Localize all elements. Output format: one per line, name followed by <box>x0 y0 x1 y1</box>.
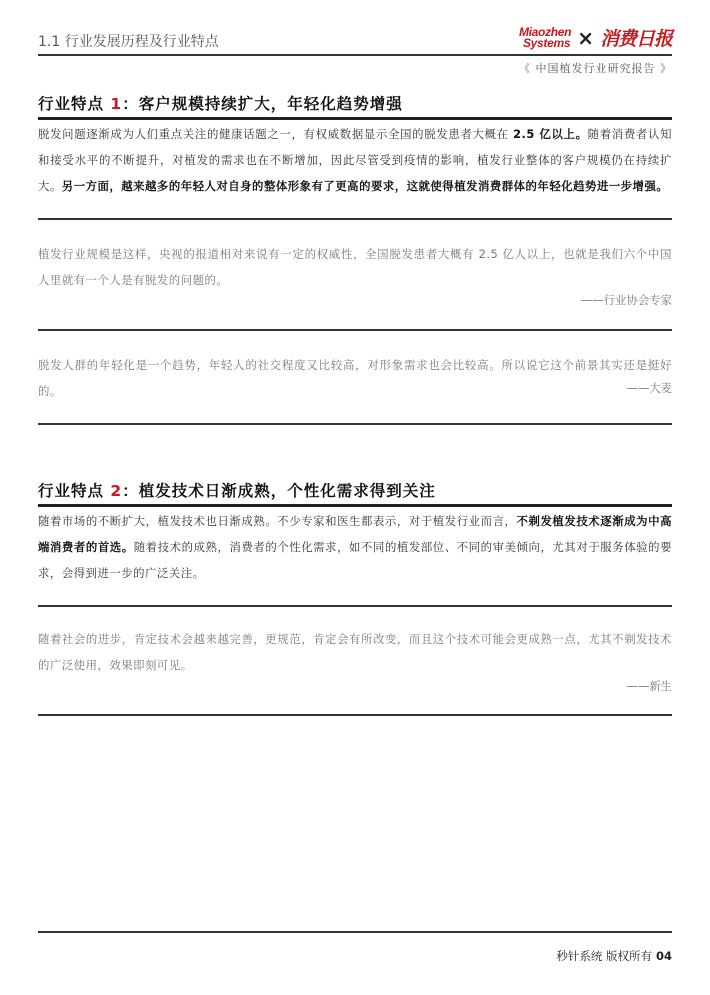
feature2-para-a: 随着市场的不断扩大，植发技术也日渐成熟。不少专家和医生都表示，对于植发行业而言， <box>38 514 517 528</box>
feature1-para-d: 另一方面，越来越多的年轻人对自身的整体形象有了更高的要求，这就使得植发消费群体的年轻化趋势进一步增强。 <box>61 179 669 193</box>
miaozhen-logo-line1: Miaozhen <box>518 24 572 39</box>
feature1-underline <box>38 117 672 120</box>
feature1-para-c: 随着消费者认知和接受水平的不断提升，对植发的需求也在不断增加，因此尽管受到疫情的影响，植发行业整体的客户规模仍在持续扩大。 <box>38 127 672 193</box>
header-logos <box>519 24 672 51</box>
divider <box>38 714 672 716</box>
feature1-quote1: 植发行业规模是这样，央视的报道相对来说有一定的权威性，全国脱发患者大概有 2.5 亿人以上，也就是我们六个中国人里就有一个人是有脱发的问题的。 <box>38 247 672 287</box>
feature2-title: ：植发技术日渐成熟，个性化需求得到关注 <box>122 482 436 500</box>
feature2-prefix: 行业特点 <box>38 482 111 500</box>
xiaofei-ribao-logo: 消费日报 <box>599 28 672 50</box>
footer-divider <box>38 931 672 933</box>
feature1-quote2: 脱发人群的年轻化是一个趋势，年轻人的社交程度又比较高，对形象需求也会比较高。所以说它这个前景其实还是挺好的。 <box>38 358 672 398</box>
logo-separator: × <box>577 25 594 50</box>
feature2-paragraph <box>38 508 672 586</box>
feature1-title: ：客户规模持续扩大，年轻化趋势增强 <box>122 95 403 113</box>
feature1-para-b: 2.5 亿以上。 <box>513 127 588 141</box>
feature1-number: 1 <box>110 95 123 113</box>
feature1-paragraph <box>38 121 672 199</box>
feature1-prefix: 行业特点 <box>38 95 111 113</box>
feature1-heading <box>38 92 403 114</box>
report-name: 《 中国植发行业研究报告 》 <box>519 62 672 75</box>
feature2-para-c: 随着技术的成熟，消费者的个性化需求，如不同的植发部位、不同的审美倾向，尤其对于服务体验的要求，会得到进一步的广泛关注。 <box>38 540 672 580</box>
section-title: 1.1 行业发展历程及行业特点 <box>38 34 219 50</box>
miaozhen-logo <box>518 24 572 50</box>
divider <box>38 605 672 607</box>
feature2-quote1-source: ——新生 <box>626 679 672 693</box>
feature2-underline <box>38 504 672 507</box>
miaozhen-logo-line2: Systems <box>522 35 571 50</box>
feature1-quote1-source: ——行业协会专家 <box>580 293 672 307</box>
feature1-para-a: 脱发问题逐渐成为人们重点关注的健康话题之一，有权威数据显示全国的脱发患者大概在 <box>38 127 514 141</box>
footer-copyright: 秒针系统 版权所有 <box>556 949 652 963</box>
feature2-heading <box>38 479 436 501</box>
divider <box>38 329 672 331</box>
divider <box>38 218 672 220</box>
page-number: 04 <box>655 949 672 963</box>
footer <box>556 948 672 964</box>
feature2-quote1: 随着社会的进步，肯定技术会越来越完善，更规范，肯定会有所改变，而且这个技术可能会更成熟一点，尤其不剃发技术的广泛使用，效果即刻可见。 <box>38 632 672 672</box>
feature1-quote2-source: ——大麦 <box>626 381 672 395</box>
feature2-para-b: 不剃发植发技术逐渐成为中高端消费者的首选。 <box>38 514 672 554</box>
feature2-number: 2 <box>110 482 123 500</box>
header-divider <box>38 54 672 56</box>
divider <box>38 423 672 425</box>
